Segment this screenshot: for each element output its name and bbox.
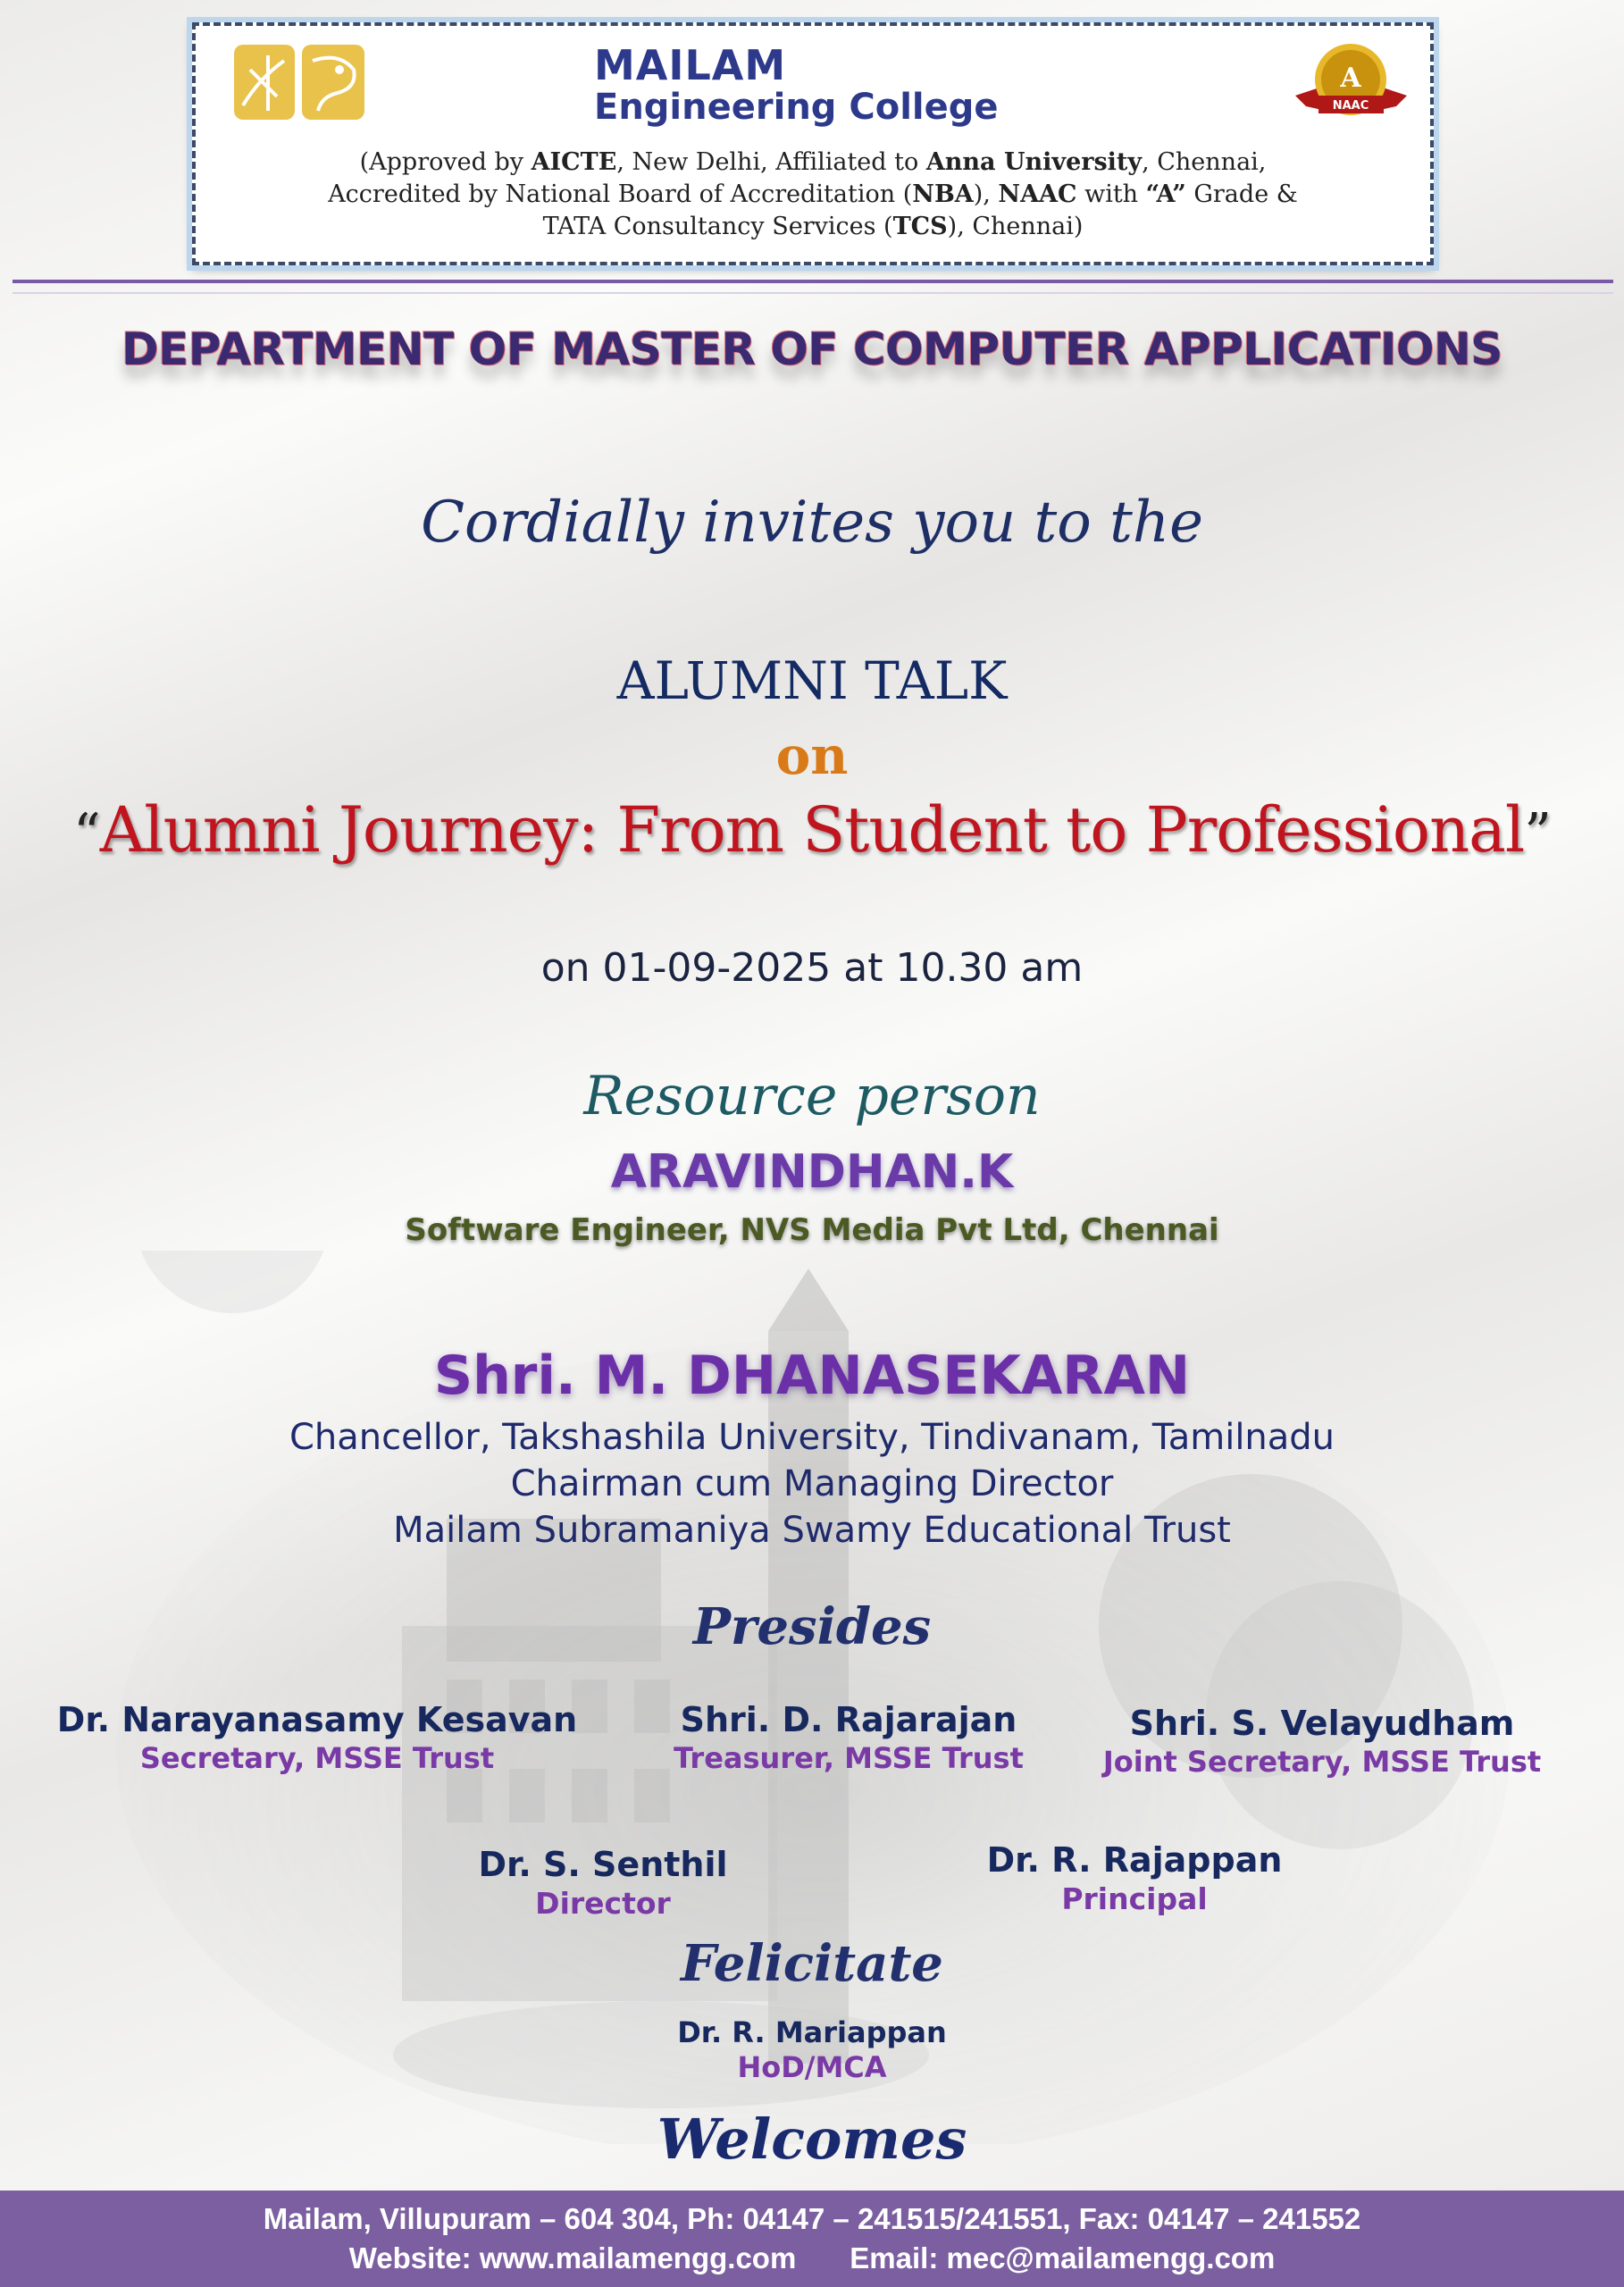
felicitate-role: HoD/MCA: [737, 2050, 887, 2084]
presider-name: Shri. D. Rajarajan: [680, 1700, 1017, 1739]
presider-role: Treasurer, MSSE Trust: [674, 1741, 1024, 1775]
accred-text: (Approved by: [359, 148, 532, 176]
resource-person-label: Resource person: [583, 1065, 1041, 1127]
chancellor-name: Shri. M. DHANASEKARAN: [433, 1345, 1191, 1407]
footer-address: Mailam, Villupuram – 604 304, Ph: 04147 – 241515/241551, Fax: 04147 – 241552: [263, 2202, 1361, 2235]
college-name: [594, 41, 999, 128]
naac-grade-badge: [1286, 40, 1416, 130]
accred-text: with: [1076, 180, 1146, 208]
event-date-time: on 01-09-2025 at 10.30 am: [540, 945, 1084, 991]
invite-text: Cordially invites you to the: [421, 490, 1203, 556]
accred-bold: Anna University: [925, 148, 1143, 176]
presider-card: [393, 1845, 813, 1921]
college-logo: [232, 43, 366, 121]
footer-website: Website: www.mailamengg.com: [348, 2241, 797, 2274]
accred-bold: NAAC: [998, 180, 1077, 208]
accred-bold: “A”: [1145, 180, 1186, 208]
open-quote: “: [73, 802, 100, 865]
close-quote: ”: [1524, 802, 1551, 865]
footer-web-email: [0, 2239, 1624, 2278]
chancellor-line: Mailam Subramaniya Swamy Educational Trust: [393, 1510, 1231, 1551]
naac-label: NAAC: [1332, 99, 1369, 113]
presider-role: Secretary, MSSE Trust: [139, 1741, 495, 1775]
chancellor-line: Chairman cum Managing Director: [510, 1463, 1114, 1504]
accred-text: ),: [973, 180, 999, 208]
chancellor-details: [0, 1414, 1624, 1554]
accred-text: , Chennai,: [1142, 148, 1267, 176]
accred-text: Accredited by National Board of Accreditation (: [328, 180, 913, 208]
presider-name: Dr. Narayanasamy Kesavan: [56, 1700, 578, 1739]
presider-name: Dr. S. Senthil: [478, 1845, 728, 1884]
accreditation-text: [205, 147, 1420, 243]
contact-footer: [0, 2191, 1624, 2287]
accred-bold: TCS: [892, 213, 948, 240]
accred-text: Grade &: [1185, 180, 1298, 208]
accred-bold: AICTE: [531, 148, 617, 176]
presider-role: Principal: [1061, 1881, 1208, 1916]
resource-person-title: Software Engineer, NVS Media Pvt Ltd, Chennai: [405, 1212, 1219, 1248]
header-divider: [13, 280, 1613, 283]
on-word: on: [775, 725, 849, 786]
presider-role: Joint Secretary, MSSE Trust: [1102, 1745, 1542, 1779]
presider-card: [27, 1700, 607, 1775]
event-type: ALUMNI TALK: [616, 650, 1008, 711]
presider-role: Director: [535, 1886, 671, 1921]
naac-grade-letter: A: [1340, 63, 1361, 94]
chancellor-line: Chancellor, Takshashila University, Tindivanam, Tamilnadu: [289, 1417, 1335, 1458]
accred-text: , New Delhi, Affiliated to: [616, 148, 926, 176]
talk-topic: [0, 793, 1624, 867]
department-title: DEPARTMENT OF MASTER OF COMPUTER APPLICATIONS: [121, 323, 1503, 375]
accred-text: ), Chennai): [947, 213, 1084, 240]
welcomes-heading: Welcomes: [657, 2107, 967, 2172]
presider-card: [929, 1840, 1340, 1916]
presider-card: [625, 1700, 1072, 1775]
accred-bold: NBA: [912, 180, 974, 208]
presider-name: Dr. R. Rajappan: [986, 1840, 1283, 1880]
header-divider-thin: [13, 292, 1613, 294]
felicitate-name: Dr. R. Mariappan: [677, 2015, 947, 2049]
presider-card: [1081, 1704, 1563, 1779]
footer-email: Email: mec@mailamengg.com: [850, 2241, 1276, 2274]
college-name-line2: Engineering College: [594, 87, 999, 128]
topic-title: Alumni Journey: From Student to Professional: [99, 793, 1525, 867]
college-name-line1: MAILAM: [594, 41, 787, 89]
presider-name: Shri. S. Velayudham: [1129, 1704, 1515, 1743]
accred-text: TATA Consultancy Services (: [542, 213, 893, 240]
felicitate-heading: Felicitate: [681, 1934, 943, 1993]
presides-heading: Presides: [692, 1597, 932, 1656]
resource-person-name: ARAVINDHAN.K: [610, 1145, 1014, 1199]
